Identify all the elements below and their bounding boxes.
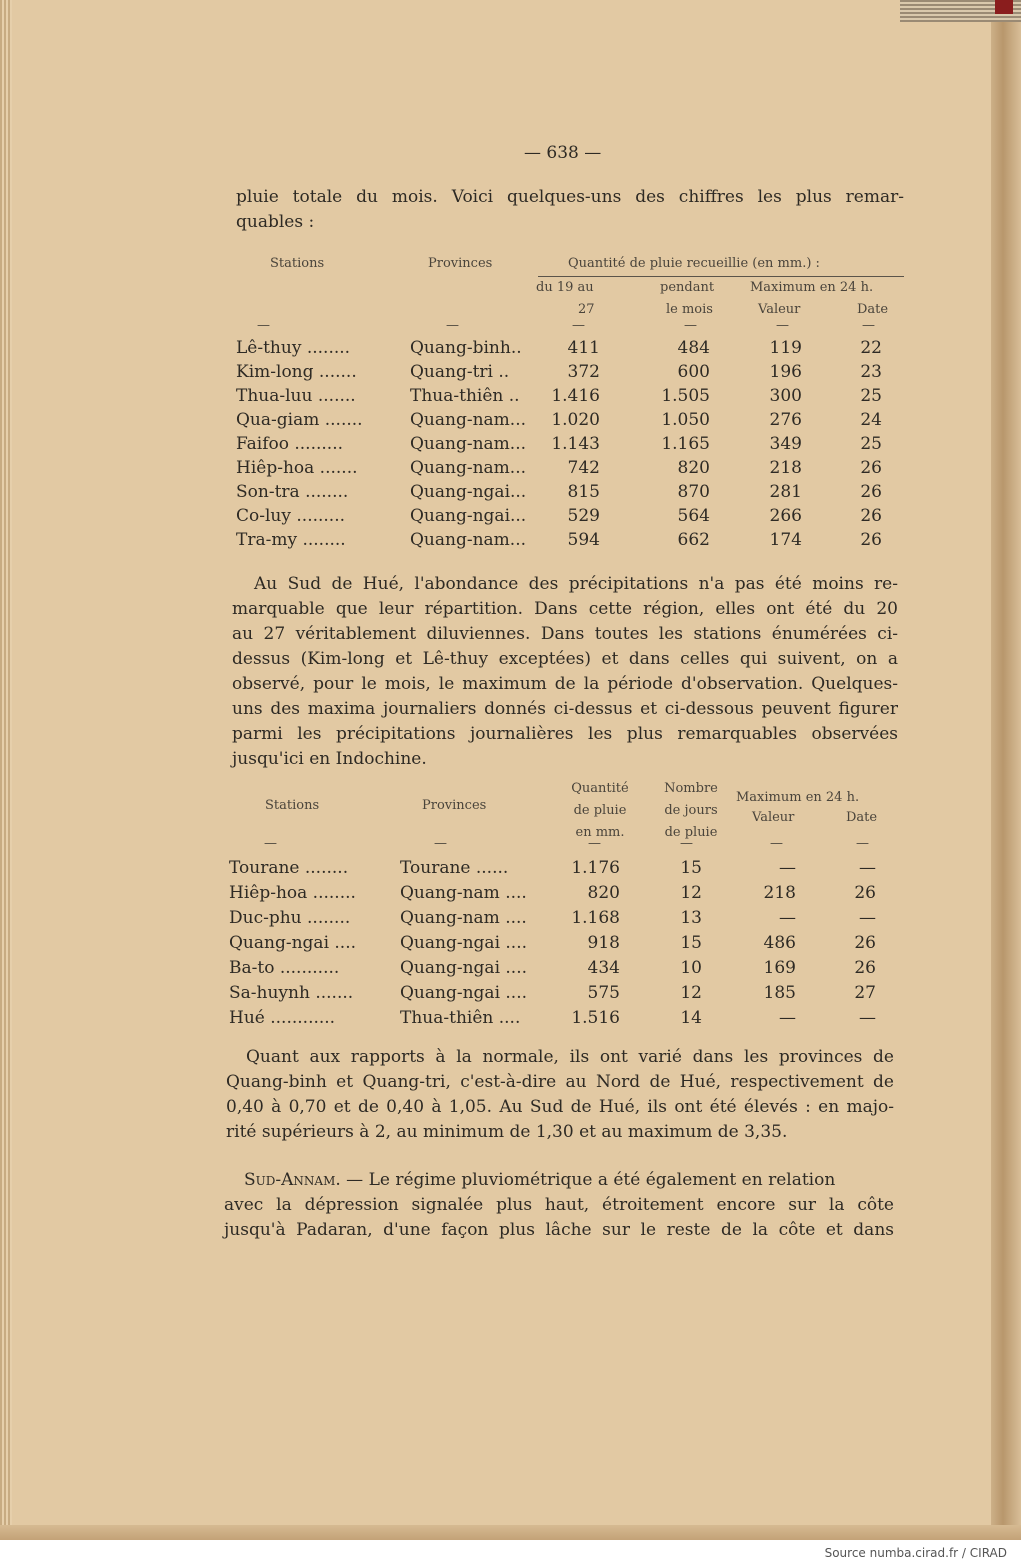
- t1-header-du19-a: du 19 au: [536, 280, 594, 295]
- t1-station: Thua-luu .......: [236, 386, 356, 406]
- t2-jours: 12: [680, 983, 702, 1003]
- t2-province: Tourane ......: [400, 858, 509, 878]
- t2-quantite: 434: [587, 958, 620, 978]
- t1-value-19-27: 411: [567, 338, 600, 358]
- t1-value-19-27: 742: [567, 458, 600, 478]
- t1-station: Faifoo .........: [236, 434, 344, 454]
- t1-value-mois: 600: [677, 362, 710, 382]
- t2-station: Sa-huynh .......: [229, 983, 354, 1003]
- t1-station: Hiêp-hoa .......: [236, 458, 358, 478]
- para3-line: rité supérieurs à 2, au minimum de 1,30 et au maximum de 3,35.: [226, 1122, 788, 1142]
- t1-header-du19-b: 27: [578, 302, 595, 317]
- source-credit: Source numba.cirad.fr / CIRAD: [824, 1546, 1007, 1560]
- t2-valeur: —: [779, 908, 796, 928]
- para4-line: avec la dépression signalée plus haut, étroitement encore sur la côte: [224, 1195, 894, 1215]
- t1-value-mois: 870: [677, 482, 710, 502]
- para2-line: jusqu'ici en Indochine.: [232, 749, 427, 769]
- t1-header-pendant-a: pendant: [660, 280, 715, 295]
- t2-header-maximum: Maximum en 24 h.: [736, 790, 860, 805]
- intro-line: pluie totale du mois. Voici quelques-uns des chiffres les plus remar-: [236, 187, 904, 207]
- t1-value-max: 174: [769, 530, 802, 550]
- t1-header-provinces: Provinces: [428, 256, 493, 271]
- t2-date: 27: [854, 983, 876, 1003]
- page-edge-left: [0, 0, 12, 1540]
- t2-station: Duc-phu ........: [229, 908, 351, 928]
- t2-jours: 13: [680, 908, 702, 928]
- t1-value-max: 196: [769, 362, 802, 382]
- t1-dash: —: [684, 318, 697, 333]
- t2-dash: —: [588, 836, 601, 851]
- t1-province: Quang-nam...: [410, 410, 527, 430]
- t2-header-valeur: Valeur: [752, 810, 795, 825]
- t1-value-mois: 662: [677, 530, 710, 550]
- t2-date: 26: [854, 958, 876, 978]
- t2-quantite: 1.516: [571, 1008, 620, 1028]
- t1-value-19-27: 1.020: [551, 410, 600, 430]
- para3-line: 0,40 à 0,70 et de 0,40 à 1,05. Au Sud de Hué, ils ont été élevés : en majo-: [226, 1097, 894, 1117]
- t2-province: Thua-thiên ....: [400, 1008, 521, 1028]
- t2-header-stations: Stations: [265, 798, 320, 813]
- t1-value-19-27: 372: [567, 362, 600, 382]
- para4-line: — Le régime pluviométrique a été également en relation: [346, 1170, 836, 1190]
- t2-header-quantite: [562, 778, 638, 844]
- t1-station: Co-luy .........: [236, 506, 346, 526]
- t1-station: Qua-giam .......: [236, 410, 363, 430]
- t2-header-provinces: Provinces: [422, 798, 487, 813]
- t1-station: Son-tra ........: [236, 482, 349, 502]
- t2-quantite: 918: [587, 933, 620, 953]
- para4-line: jusqu'à Padaran, d'une façon plus lâche sur le reste de la côte et dans: [224, 1220, 894, 1240]
- paragraph-sud-hue: [232, 572, 898, 772]
- t1-value-mois: 484: [677, 338, 710, 358]
- t1-value-date: 26: [860, 506, 882, 526]
- t1-value-max: 276: [769, 410, 802, 430]
- t2-valeur: 185: [763, 983, 796, 1003]
- t1-province: Thua-thiên ..: [410, 386, 520, 406]
- t1-value-mois: 1.165: [661, 434, 710, 454]
- t1-value-date: 25: [860, 434, 882, 454]
- t2-date: 26: [854, 933, 876, 953]
- t2-jours: 10: [680, 958, 702, 978]
- t1-dash: —: [572, 318, 585, 333]
- t1-header-quantite: Quantité de pluie recueillie (en mm.) :: [568, 256, 820, 271]
- para2-line: parmi les précipitations journalières les plus remarquables observées: [232, 724, 898, 744]
- t2-header-quantite-line: de pluie: [573, 803, 627, 818]
- t1-value-date: 26: [860, 530, 882, 550]
- t1-value-date: 24: [860, 410, 882, 430]
- t2-dash: —: [680, 836, 693, 851]
- t2-quantite: 1.176: [571, 858, 620, 878]
- t1-header-rule: [538, 276, 904, 277]
- t2-dash: —: [856, 836, 869, 851]
- page-edge-bottom: [0, 1525, 1021, 1540]
- t1-dash: —: [862, 318, 875, 333]
- para2-line: Au Sud de Hué, l'abondance des précipitations n'a pas été moins re-: [254, 574, 898, 594]
- t1-value-max: 281: [769, 482, 802, 502]
- t2-station: Quang-ngai ....: [229, 933, 357, 953]
- t1-value-mois: 564: [677, 506, 710, 526]
- page-number: — 638 —: [524, 143, 602, 163]
- t2-valeur: —: [779, 1008, 796, 1028]
- t1-value-max: 119: [769, 338, 802, 358]
- t2-header-quantite-line: en mm.: [575, 825, 625, 840]
- t2-valeur: 486: [763, 933, 796, 953]
- para2-line: marquable que leur répartition. Dans cette région, elles ont été du 20: [232, 599, 898, 619]
- intro-paragraph: [236, 185, 904, 235]
- t2-station: Hué ............: [229, 1008, 336, 1028]
- t2-date: 26: [854, 883, 876, 903]
- t2-valeur: —: [779, 858, 796, 878]
- t2-station: Ba-to ...........: [229, 958, 340, 978]
- t2-jours: 14: [680, 1008, 702, 1028]
- page-edge-right: [991, 0, 1021, 1540]
- t2-province: Quang-nam ....: [400, 908, 527, 928]
- t1-dash: —: [446, 318, 459, 333]
- t2-jours: 15: [680, 858, 702, 878]
- t1-value-mois: 1.050: [661, 410, 710, 430]
- t1-header-pendant-b: le mois: [666, 302, 713, 317]
- t1-province: Quang-ngai...: [410, 506, 527, 526]
- t2-header-quantite-line: Quantité: [571, 781, 629, 796]
- t2-province: Quang-ngai ....: [400, 958, 528, 978]
- t2-quantite: 1.168: [571, 908, 620, 928]
- t2-date: —: [859, 908, 876, 928]
- t2-header-date: Date: [846, 810, 878, 825]
- t1-header-maximum: Maximum en 24 h.: [750, 280, 874, 295]
- t1-value-19-27: 594: [567, 530, 600, 550]
- t1-value-date: 26: [860, 482, 882, 502]
- paragraph-rapports-normale: [226, 1045, 894, 1145]
- t2-date: —: [859, 858, 876, 878]
- t1-header-stations: Stations: [270, 256, 325, 271]
- t1-value-19-27: 815: [567, 482, 600, 502]
- t1-station: Tra-my ........: [236, 530, 346, 550]
- t1-value-max: 300: [769, 386, 802, 406]
- para2-line: au 27 véritablement diluviennes. Dans toutes les stations énumérées ci-: [232, 624, 898, 644]
- t2-jours: 12: [680, 883, 702, 903]
- t2-header-nombre-line: Nombre: [664, 781, 718, 796]
- t2-quantite: 820: [587, 883, 620, 903]
- t2-dash: —: [770, 836, 783, 851]
- t1-header-date: Date: [857, 302, 889, 317]
- t1-value-mois: 1.505: [661, 386, 710, 406]
- t1-province: Quang-ngai...: [410, 482, 527, 502]
- t2-dash: —: [264, 836, 277, 851]
- t2-province: Quang-ngai ....: [400, 933, 528, 953]
- t1-value-date: 26: [860, 458, 882, 478]
- paragraph-sud-annam: [224, 1168, 894, 1243]
- intro-line: quables :: [236, 212, 315, 232]
- para4-first-line: [224, 1168, 894, 1193]
- t1-province: Quang-nam...: [410, 434, 527, 454]
- t1-station: Lê-thuy ........: [236, 338, 351, 358]
- t2-jours: 15: [680, 933, 702, 953]
- t2-province: Quang-nam ....: [400, 883, 527, 903]
- t1-header-valeur: Valeur: [758, 302, 801, 317]
- t2-header-nombre-line: de jours: [664, 803, 718, 818]
- t1-province: Quang-nam...: [410, 530, 527, 550]
- t1-value-max: 266: [769, 506, 802, 526]
- t2-header-nombre: [652, 778, 730, 844]
- t2-quantite: 575: [587, 983, 620, 1003]
- t1-value-19-27: 1.143: [551, 434, 600, 454]
- t1-value-19-27: 529: [567, 506, 600, 526]
- t1-dash: —: [257, 318, 270, 333]
- t2-station: Tourane ........: [229, 858, 349, 878]
- t1-province: Quang-tri ..: [410, 362, 510, 382]
- t1-value-date: 22: [860, 338, 882, 358]
- t1-value-max: 349: [769, 434, 802, 454]
- t1-value-max: 218: [769, 458, 802, 478]
- para3-line: Quant aux rapports à la normale, ils ont varié dans les provinces de: [246, 1047, 894, 1067]
- t1-station: Kim-long .......: [236, 362, 357, 382]
- t2-date: —: [859, 1008, 876, 1028]
- t1-province: Quang-binh..: [410, 338, 522, 358]
- t1-value-date: 25: [860, 386, 882, 406]
- t2-valeur: 169: [763, 958, 796, 978]
- bookmark-ribbon: [995, 0, 1013, 14]
- para2-line: observé, pour le mois, le maximum de la période d'observation. Quelques-: [232, 674, 898, 694]
- t1-dash: —: [776, 318, 789, 333]
- t1-province: Quang-nam...: [410, 458, 527, 478]
- t1-value-date: 23: [860, 362, 882, 382]
- t2-valeur: 218: [763, 883, 796, 903]
- para2-line: uns des maxima journaliers donnés ci-dessus et ci-dessous peuvent figurer: [232, 699, 898, 719]
- t2-header-nombre-line: de pluie: [664, 825, 718, 840]
- para3-line: Quang-binh et Quang-tri, c'est-à-dire au Nord de Hué, respectivement de: [226, 1072, 894, 1092]
- t1-value-19-27: 1.416: [551, 386, 600, 406]
- section-heading-sud-annam: Sud-Annam.: [244, 1170, 341, 1190]
- t2-dash: —: [434, 836, 447, 851]
- t2-station: Hiêp-hoa ........: [229, 883, 356, 903]
- t2-province: Quang-ngai ....: [400, 983, 528, 1003]
- t1-value-mois: 820: [677, 458, 710, 478]
- para2-line: dessus (Kim-long et Lê-thuy exceptées) et dans celles qui suivent, on a: [232, 649, 898, 669]
